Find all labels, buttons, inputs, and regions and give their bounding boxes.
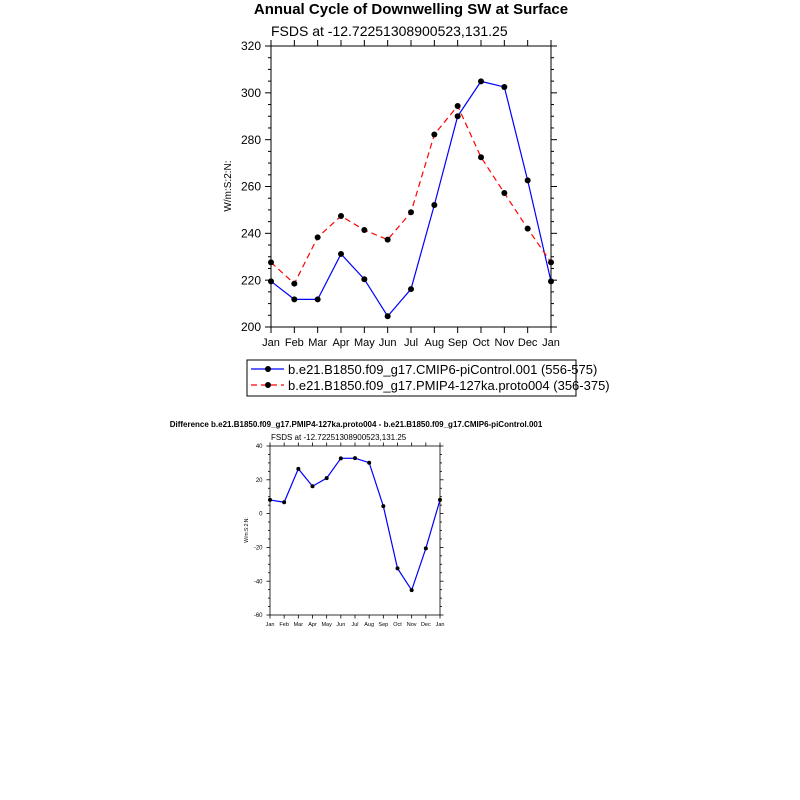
difference-plot-area [254, 443, 445, 629]
main-series-0-point [548, 278, 554, 284]
diff-series-0-point [268, 498, 272, 502]
difference-chart-title: Difference b.e21.B1850.f09_g17.PMIP4-127ka.proto004 - b.e21.B1850.f09_g17.CMIP6-piControl.001 [169, 420, 543, 429]
main-xtick-label: Feb [284, 337, 304, 349]
main-series-1-point [361, 227, 367, 233]
main-xtick-label: Dec [517, 337, 538, 349]
diff-xtick-label: Mar [293, 622, 304, 628]
diff-series-0-point [424, 546, 428, 550]
main-series-1-point [478, 154, 484, 160]
main-xtick-label: Sep [447, 337, 468, 349]
diff-xtick-label: Apr [308, 622, 317, 628]
diff-xtick-label: Dec [420, 622, 431, 628]
diff-series-0-point [381, 504, 385, 508]
legend-label-control: b.e21.B1850.f09_g17.CMIP6-piControl.001 (556-575) [288, 362, 598, 377]
main-series-1-point [268, 259, 274, 265]
main-plot-area [241, 39, 560, 349]
diff-plot-frame [270, 446, 440, 615]
main-series-1-point [525, 226, 531, 232]
main-ytick-label: 200 [240, 320, 261, 335]
diff-series-0-point [325, 476, 329, 480]
main-xtick-label: Aug [424, 337, 445, 349]
legend-item-127ka [251, 378, 610, 393]
difference-chart-subtitle: FSDS at -12.72251308900523,131.25 [271, 433, 407, 442]
legend-marker-control [265, 366, 271, 372]
diff-series-0-point [311, 484, 315, 488]
main-series-0-point [431, 202, 437, 208]
main-series-1-point [455, 103, 461, 109]
difference-chart-ylabel: W/m:S:2:N: [244, 517, 250, 543]
main-series-1-point [501, 190, 507, 196]
main-series-0-point [315, 296, 321, 302]
main-series-1-point [291, 281, 297, 287]
legend-label-127ka: b.e21.B1850.f09_g17.PMIP4-127ka.proto004 (356-375) [288, 378, 610, 393]
main-xtick-label: Jun [378, 337, 397, 349]
main-legend [247, 360, 610, 396]
main-xtick-label: May [353, 337, 375, 349]
main-ytick-label: 280 [240, 132, 261, 147]
diff-series-0-point [339, 456, 343, 460]
main-ytick-label: 320 [240, 39, 261, 54]
main-xtick-label: Mar [308, 337, 328, 349]
main-series-0-point [338, 251, 344, 257]
diff-xtick-label: Jan [435, 622, 445, 628]
main-ytick-label: 220 [240, 273, 261, 288]
diff-series-0-point [353, 456, 357, 460]
diff-xtick-label: Nov [406, 622, 417, 628]
main-ytick-label: 260 [240, 179, 261, 194]
diff-xtick-label: Aug [364, 622, 375, 628]
diff-xtick-label: May [321, 622, 332, 628]
main-series-1-point [385, 237, 391, 243]
diff-ytick-label: -60 [253, 613, 263, 620]
main-series-line-0 [271, 81, 551, 316]
diff-series-0-point [438, 498, 442, 502]
main-series-1-point [548, 259, 554, 265]
main-series-1-point [315, 234, 321, 240]
main-xtick-label: Oct [472, 337, 490, 349]
main-xtick-label: Apr [332, 337, 350, 349]
main-series-1-point [431, 132, 437, 138]
main-ytick-label: 300 [240, 86, 261, 101]
main-series-0-point [478, 78, 484, 84]
main-series-0-point [501, 84, 507, 90]
diff-series-line-0 [270, 458, 440, 590]
diff-series-0-point [282, 500, 286, 504]
diff-xtick-label: Jan [265, 622, 275, 628]
main-plot-frame [271, 46, 551, 327]
diff-xtick-label: Jun [336, 622, 346, 628]
main-series-0-point [408, 286, 414, 292]
main-series-0-point [291, 296, 297, 302]
diff-ytick-label: -20 [253, 545, 263, 552]
legend-marker-127ka [265, 382, 271, 388]
main-series-0-point [455, 113, 461, 119]
diff-series-0-point [396, 566, 400, 570]
main-series-line-1 [271, 106, 551, 284]
diff-series-0-point [296, 467, 300, 471]
diff-ytick-label: -40 [253, 579, 263, 586]
diff-ytick-label: 20 [255, 477, 263, 484]
diff-xtick-label: Sep [378, 622, 389, 628]
main-series-0-point [268, 278, 274, 284]
main-chart [223, 1, 610, 396]
difference-chart [170, 420, 543, 628]
diff-xtick-label: Oct [393, 622, 402, 628]
diff-series-0-point [367, 461, 371, 465]
main-xtick-label: Jan [542, 337, 560, 349]
diff-xtick-label: Jul [351, 622, 359, 628]
main-xtick-label: Nov [494, 337, 515, 349]
main-xtick-label: Jul [403, 337, 419, 349]
diff-ytick-label: 40 [255, 444, 263, 451]
main-series-0-point [525, 177, 531, 183]
diff-xtick-label: Feb [279, 622, 289, 628]
diff-series-0-point [410, 588, 414, 592]
main-series-1-point [338, 213, 344, 219]
main-chart-title: Annual Cycle of Downwelling SW at Surface [253, 1, 569, 18]
main-series-0-point [385, 313, 391, 319]
diff-ytick-label: 0 [259, 511, 263, 518]
main-xtick-label: Jan [262, 337, 280, 349]
main-ytick-label: 240 [240, 226, 261, 241]
main-series-0-point [361, 276, 367, 282]
main-chart-ylabel: W/m:S:2:N: [223, 160, 234, 212]
main-chart-subtitle: FSDS at -12.72251308900523,131.25 [271, 23, 508, 39]
legend-item-control [251, 362, 597, 377]
main-series-1-point [408, 209, 414, 215]
